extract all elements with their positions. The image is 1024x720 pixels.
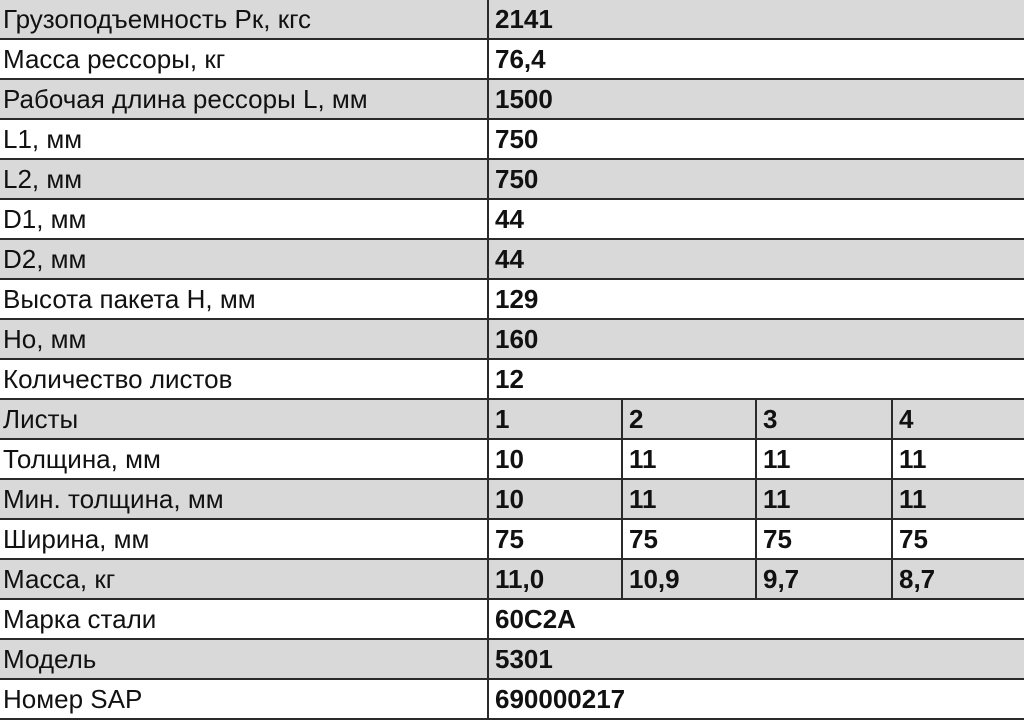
table-row <box>0 519 1024 559</box>
row-value-cell: 11 <box>622 479 756 519</box>
row-label: Модель <box>0 639 488 679</box>
row-value: 750 <box>488 119 1024 159</box>
table-row <box>0 359 1024 399</box>
row-value-cell: 1 <box>488 399 622 439</box>
row-label: L1, мм <box>0 119 488 159</box>
table-row <box>0 119 1024 159</box>
table-row <box>0 639 1024 679</box>
row-value: 690000217 <box>488 679 1024 719</box>
table-row <box>0 319 1024 359</box>
table-row <box>0 399 1024 439</box>
table-row <box>0 679 1024 719</box>
row-value: 60С2А <box>488 599 1024 639</box>
row-value-cell: 11 <box>622 439 756 479</box>
row-label: Листы <box>0 399 488 439</box>
row-value-cell: 4 <box>892 399 1024 439</box>
table-row <box>0 199 1024 239</box>
table-row <box>0 159 1024 199</box>
row-value: 12 <box>488 359 1024 399</box>
table-row <box>0 79 1024 119</box>
row-value: 750 <box>488 159 1024 199</box>
row-value: 2141 <box>488 0 1024 39</box>
table-row <box>0 479 1024 519</box>
row-value-cell: 10 <box>488 439 622 479</box>
table-row <box>0 439 1024 479</box>
row-value-cell: 11,0 <box>488 559 622 599</box>
row-label: Масса рессоры, кг <box>0 39 488 79</box>
row-label: Количество листов <box>0 359 488 399</box>
row-label: Толщина, мм <box>0 439 488 479</box>
row-value-cell: 75 <box>488 519 622 559</box>
row-label: Грузоподъемность Рк, кгс <box>0 0 488 39</box>
table-row <box>0 0 1024 39</box>
row-label: Марка стали <box>0 599 488 639</box>
row-value-cell: 2 <box>622 399 756 439</box>
row-value: 129 <box>488 279 1024 319</box>
row-value-cell: 11 <box>892 479 1024 519</box>
table-row <box>0 559 1024 599</box>
row-label: Ширина, мм <box>0 519 488 559</box>
row-value-cell: 11 <box>756 479 892 519</box>
row-value: 44 <box>488 239 1024 279</box>
row-value-cell: 9,7 <box>756 559 892 599</box>
row-value: 5301 <box>488 639 1024 679</box>
row-label: Номер SAP <box>0 679 488 719</box>
row-value: 76,4 <box>488 39 1024 79</box>
row-label: Высота пакета Н, мм <box>0 279 488 319</box>
row-label: Масса, кг <box>0 559 488 599</box>
row-value-cell: 8,7 <box>892 559 1024 599</box>
row-value-cell: 11 <box>892 439 1024 479</box>
table-row <box>0 239 1024 279</box>
table-row <box>0 39 1024 79</box>
table-row <box>0 599 1024 639</box>
row-label: Но, мм <box>0 319 488 359</box>
table-row <box>0 279 1024 319</box>
row-value: 1500 <box>488 79 1024 119</box>
row-value: 160 <box>488 319 1024 359</box>
row-label: D1, мм <box>0 199 488 239</box>
row-value: 44 <box>488 199 1024 239</box>
row-label: D2, мм <box>0 239 488 279</box>
row-label: Рабочая длина рессоры L, мм <box>0 79 488 119</box>
row-value-cell: 75 <box>622 519 756 559</box>
row-value-cell: 75 <box>892 519 1024 559</box>
row-value-cell: 10,9 <box>622 559 756 599</box>
row-value-cell: 3 <box>756 399 892 439</box>
row-label: Мин. толщина, мм <box>0 479 488 519</box>
row-value-cell: 10 <box>488 479 622 519</box>
row-label: L2, мм <box>0 159 488 199</box>
row-value-cell: 75 <box>756 519 892 559</box>
row-value-cell: 11 <box>756 439 892 479</box>
